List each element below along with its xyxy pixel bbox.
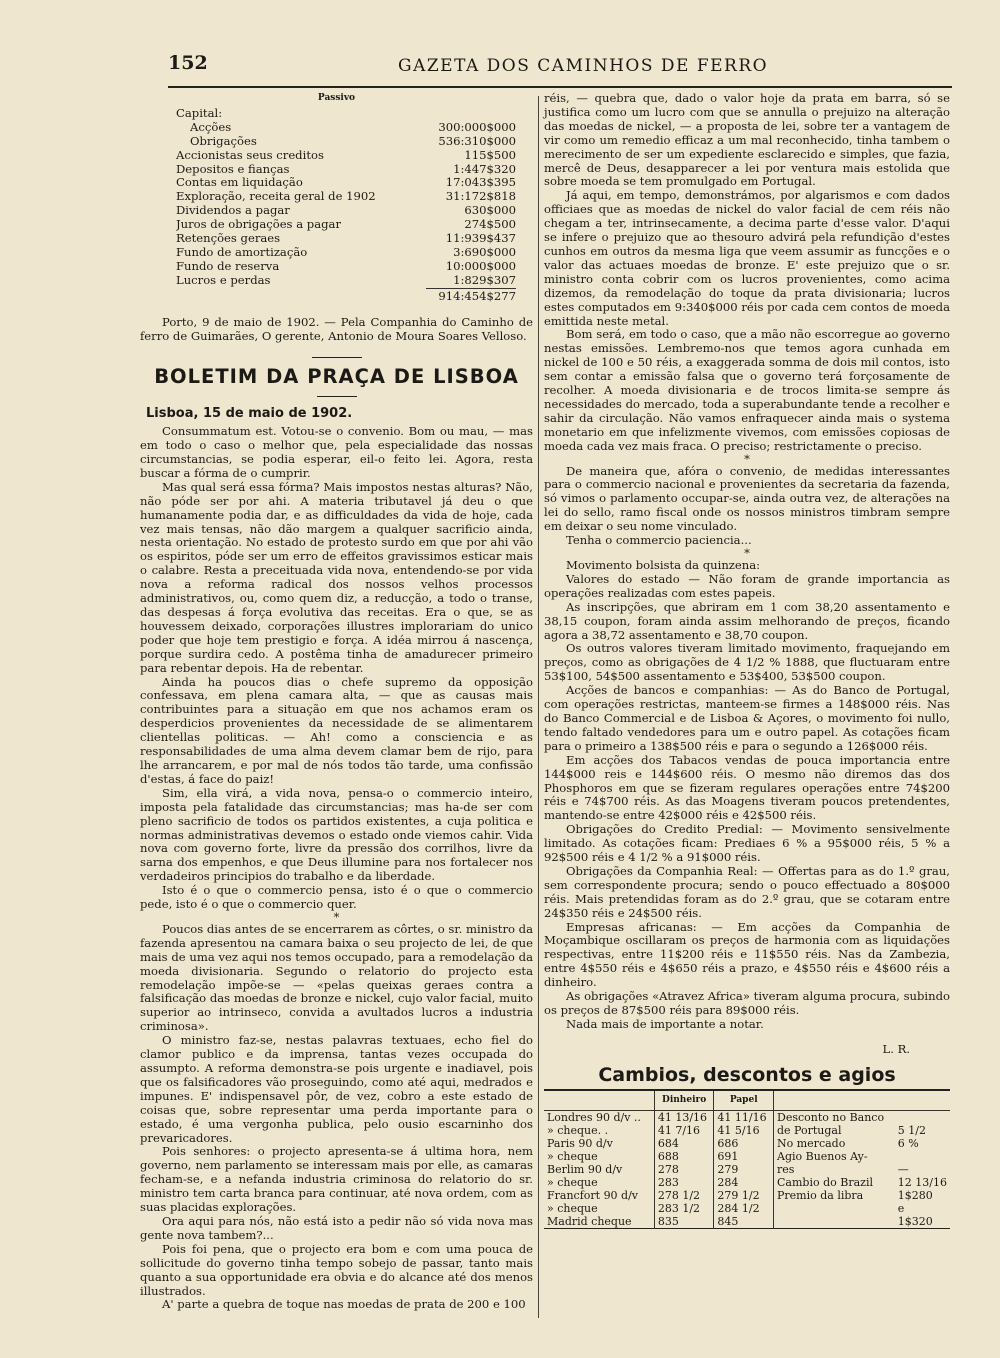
capital-label: Capital: — [176, 105, 223, 120]
cambios-papel: 41 5/16 — [714, 1124, 774, 1137]
asterism: * — [744, 546, 750, 560]
paragraph: Em acções dos Tabacos vendas de pouca importancia entre 144$000 reis e 144$600 réis. O mesmo não diremos das dos Phosphoros em que se fizeram regulares operações entre 74$200 réis e 74$700 réis. As das Moagens tiveram poucos pretendentes, mantendo-se entre 42$000 réis e 42$500 réis. — [544, 752, 950, 823]
left-column — [140, 92, 533, 1312]
balance-label: Lucros e perdas — [176, 273, 271, 287]
cambios-papel: 845 — [714, 1215, 774, 1229]
balance-table — [140, 121, 533, 288]
paragraph: Poucos dias antes de se encerrarem as côrtes, o sr. ministro da fazenda apresentou na camara baixa o seu projecto de lei, de que mais de uma vez aqui nos temos occupado, para a remodelação da moeda divisionaria. Segundo o relatorio do projecto esta remodelação impõe-se — «pelas queixas geraes contra a falsificação das moedas de bronze e nickel, cujo valor facial, muito superior ao intrinseco, convida a avultados lucros a industria criminosa». — [140, 921, 534, 1034]
cambios-desc: Premio da libra — [774, 1189, 895, 1202]
cambios-row — [544, 1202, 950, 1215]
paragraph: Valores do estado — Não foram de grande importancia as operações realizadas com estes papeis. — [544, 571, 950, 600]
paragraph: réis, — quebra que, dado o valor hoje da prata em barra, só se justifica como um lucro com que se annulla o prejuizo na alteração das moedas de nickel, — a proposta de lei, sobre ter a vantagem de vir como um remedio efficaz a um mal reconhecido, tinha tambem o merecimento de ser um expediente esclarecido e simples, que fazia, mercê de Deus, desapparecer a lei por ventura mais estolida que sobre moeda se tem promulgado em Portugal. — [544, 91, 950, 189]
cambios-desc: Desconto no Banco — [774, 1110, 895, 1124]
cambios-desc: de Portugal — [774, 1124, 895, 1137]
paragraph: Ainda ha poucos dias o chefe supremo da opposição confessava, em plena camara alta, — que as causas mais contribuintes para a situação em que nos achamos eram os desperdicios provenientes da necessidade de se alimentarem clientellas politicas. — Ah! como a consciencia e as responsabilidades de uma alma devem clamar bem de rijo, para lhe arrancarem, e por mal de nós todos tão tarde, uma confissão d'estas, á face do paiz! — [140, 674, 533, 786]
cambios-place: » cheque — [547, 1201, 598, 1215]
cambios-dinheiro: 41 13/16 — [654, 1110, 714, 1124]
cambios-desc: Cambio do Brazil — [774, 1176, 895, 1189]
cambios-desc-header — [774, 1090, 895, 1111]
paragraph: Acções de bancos e companhias: — As do Banco de Portugal, com operações restrictas, manteem-se firmes a 148$000 réis. Nas do Banco Commercial e de Lisboa & Açores, o movimento foi nullo, tendo faltado vendedores para um e outro papel. As cotações ficam para o primeiro a 138$500 réis e para o segundo a 126$000 réis. — [544, 683, 950, 753]
paragraph: Empresas africanas: — Em acções da Companhia de Moçambique oscillaram os preços de harmonia com as liquidações respectivas, entre 11$200 réis e 11$550 réis. Nas da Zambezia, entre 4$550 réis e 4$650 réis a prazo, e 4$550 réis e 4$600 réis a dinheiro. — [544, 919, 950, 990]
paragraph: Ora aqui para nós, não está isto a pedir não só vida nova mas gente nova tambem?... — [140, 1213, 533, 1242]
cambios-rate: 12 13/16 — [897, 1175, 947, 1189]
balance-label: Fundo de amortização — [176, 245, 308, 259]
cambios-papel: 686 — [714, 1137, 774, 1150]
boletim-dateline: Lisboa, 15 de maio de 1902. — [146, 406, 353, 422]
balance-value: 536:310$000 — [438, 133, 516, 148]
paragraph: Pois foi pena, que o projecto era bom e com uma pouca de sollicitude do governo tinha tempo sobejo de passar, tanto mais quanto a sua opportunidade era obvia e do alcance até dos menos illustrados. — [140, 1241, 533, 1298]
page-number: 152 — [168, 52, 208, 74]
cambios-title: Cambios, descontos e agios — [598, 1063, 896, 1086]
balance-row — [176, 246, 516, 260]
cambios-dinheiro: 278 — [654, 1163, 714, 1176]
column-divider — [538, 96, 539, 1318]
balance-label: Fundo de reserva — [176, 259, 280, 273]
boletim-title: BOLETIM DA PRAÇA DE LISBOA — [154, 365, 519, 389]
cambios-place: Londres 90 d/v .. — [547, 1110, 641, 1124]
cambios-place: » cheque. . — [547, 1123, 609, 1137]
balance-value: 1:829$307 — [453, 272, 516, 287]
balance-value: 17:043$395 — [445, 175, 516, 190]
balance-row — [176, 232, 516, 246]
cambios-rate: e — [897, 1201, 905, 1215]
paragraph: O ministro faz-se, nestas palavras textuaes, echo fiel do clamor publico e da imprensa, tantas vezes occupada do assumpto. A reforma demonstra-se pois urgente e inadiavel, pois que os falsificadores vão proseguindo, como até aqui, medrados e impunes. E' indispensavel pôr, de vez, cobro a este estado de coisas que, sobre representar uma perda importante para o estado, é uma vergonha publica, pelo ousio escarninho dos prevaricadores. — [140, 1033, 533, 1145]
cambios-row — [544, 1150, 950, 1163]
cambios-rate: 6 % — [897, 1136, 919, 1150]
paragraph: As inscripções, que abriram em 1 com 38,20 assentamento e 38,15 coupon, foram ainda assim melhorando de preços, ficando agora a 38,72 assentamento e 38,70 coupon. — [544, 599, 950, 642]
balance-label: Retenções geraes — [176, 232, 281, 246]
boletim-left-text — [140, 425, 533, 1312]
cambios-place: Francfort 90 d/v — [547, 1188, 639, 1202]
balance-row — [176, 176, 516, 190]
balance-label: Acções — [190, 120, 232, 134]
paragraph: Já aqui, em tempo, demonstrámos, por algarismos e com dados officiaes que as moedas de nickel do valor facial de cem réis não chegam a ter, intrinsecamente, a decima parte d'esse valor. D'aqui se infere o prejuizo que ao thesouro advirá pela refundição d'estes cunhos em outros da mesma liga que veem assumir as funcções e o valor das actuaes moedas de bronze. E' este prejuizo que o sr. ministro conta cobrir com os lucros provenientes, como acima dizemos, da remodelação do toque da prata divisionaria; lucros estes computados em 9:340$000 réis por cada cem contos de moeda emittida neste metal. — [544, 188, 950, 328]
cambios-place: Berlim 90 d/v — [547, 1162, 623, 1176]
cambios-table — [544, 1089, 950, 1229]
cambios-row — [544, 1163, 950, 1176]
cambios-row — [544, 1189, 950, 1202]
paragraph: Pois senhores: o projecto apresenta-se á ultima hora, nem governo, nem parlamento se interessam mais por elle, as camaras fecham-se, e a nefanda industria criminosa do relatorio do sr. ministro tem carta branca para continuar, até nova ordem, com as suas placidas explorações. — [140, 1144, 533, 1215]
paragraph: Bom será, em todo o caso, que a mão não escorregue ao governo nestas emissões. Lembremo-nos que temos agora cunhada em nickel de 100 e 50 réis, a exaggerada somma de dois mil contos, isto sem contar a emissão falsa que o governo terá forçosamente de recolher. A moeda divisionaria e de trocos limita-se sempre ás necessidades do mercado, toda a superabundante tende a recolher e sahir da circulação. Não vamos enfraquecer ainda mais o systema monetario em que infelizmente vivemos, com emissões copiosas de moeda cada vez mais fraca. O preciso; restrictamente o preciso. — [544, 327, 950, 453]
paragraph: Os outros valores tiveram limitado movimento, fraquejando em preços, como as obrigações de 4 1/2 % 1888, que fluctuaram entre 53$100, 54$500 assentamento e 53$400, 53$500 coupon. — [544, 641, 950, 684]
balance-row — [176, 149, 516, 163]
cambios-rate: 1$320 — [897, 1214, 933, 1228]
balance-label: Dividendos a pagar — [176, 204, 290, 218]
balance-value: 10:000$000 — [445, 258, 516, 273]
section-rule — [312, 357, 362, 358]
cambios-papel: 41 11/16 — [714, 1110, 774, 1124]
cambios-desc — [774, 1215, 895, 1229]
balance-heading: Passivo — [317, 93, 356, 103]
balance-value: 630$000 — [464, 203, 516, 218]
cambios-dinheiro: 835 — [654, 1215, 714, 1229]
cambios-dinheiro-header: Dinheiro — [654, 1090, 714, 1111]
section-rule-small — [317, 396, 357, 397]
boletim-right-text — [544, 92, 950, 1032]
paragraph: Movimento bolsista da quinzena: — [566, 558, 761, 572]
paragraph: Mas qual será essa fórma? Mais impostos nestas alturas? Não, não póde ser por ahi. A materia tributavel já deu o que humanamente podia dar, e as difficuldades da vida de hoje, cada vez mais tensas, não dão margem a qualquer sacrificio ainda, nesta orientação. No estado de protesto surdo em que por ahi vão os espiritos, póde ser um erro de effeitos gravissimos esticar mais o calabre. Resta a preceituada vida nova, entendendo-se por vida nova a reforma radical dos nossos velhos processos administrativos, ou, como quem diz, a reducção, a todo o transe, das despesas á força evolutiva das receitas. Era o que, se as houvessem deixado, corporações illustres implorariam do unico poder que hoje tem prestigio e força. A idéa mirrou á nascença, porque surdira cedo. A postêma tinha de amadurecer primeiro para rebentar depois. Ha de rebentar. — [140, 479, 533, 675]
balance-label: Accionistas seus creditos — [176, 148, 324, 162]
cambios-row — [544, 1215, 950, 1229]
balance-row — [176, 204, 516, 218]
cambios-dinheiro: 684 — [654, 1137, 714, 1150]
paragraph: Isto é o que o commercio pensa, isto é o que o commercio pede, isto é o que o commercio quer. — [140, 883, 533, 912]
paragraph: Tenha o commercio paciencia... — [566, 533, 752, 548]
cambios-rate: — — [897, 1162, 909, 1176]
cambios-body — [544, 1110, 950, 1228]
paragraph: Obrigações da Companhia Real: — Offertas para as do 1.º grau, sem correspondente procura; sendo o pouco effectuado a 80$000 réis. Mais pretendidas foram as do 2.º grau, que se cotaram entre 24$350 réis e 24$500 réis. — [544, 863, 950, 920]
cambios-desc: Agio Buenos Ay- — [774, 1150, 895, 1163]
cambios-dinheiro: 41 7/16 — [654, 1124, 714, 1137]
balance-value: 31:172$818 — [445, 189, 516, 204]
cambios-rate — [895, 1110, 950, 1124]
right-column — [544, 92, 950, 1229]
balance-row — [176, 163, 516, 177]
cambios-dinheiro: 688 — [654, 1150, 714, 1163]
cambios-place: » cheque — [547, 1149, 598, 1163]
balance-row — [176, 218, 516, 232]
paragraph: Obrigações do Credito Predial: — Movimento sensivelmente limitado. As cotações ficam: Prediaes 6 % a 95$000 réis, 5 % a 92$500 réis e 4 1/2 % a 91$000 réis. — [544, 822, 950, 865]
asterism: * — [333, 909, 340, 924]
cambios-papel-header: Papel — [714, 1090, 774, 1111]
balance-signature: Porto, 9 de maio de 1902. — Pela Companhia do Caminho de ferro de Guimarães, O gerente, Antonio de Moura Soares Velloso. — [140, 314, 533, 343]
balance-row — [176, 274, 516, 288]
cambios-rate — [895, 1150, 950, 1163]
cambios-papel: 284 — [714, 1176, 774, 1189]
balance-row — [176, 190, 516, 204]
journal-title: GAZETA DOS CAMINHOS DE FERRO — [398, 56, 769, 76]
paragraph: De maneira que, afóra o convenio, de medidas interessantes para o commercio nacional e provenientes da secretaria da fazenda, só vimos o parlamento occupar-se, ainda outra vez, de alterações na lei do sello, ramo fiscal onde os nossos ministros timbram sempre em deixar o seu nome vinculado. — [544, 463, 950, 534]
balance-value: 300:000$000 — [438, 119, 516, 134]
cambios-desc — [774, 1202, 895, 1215]
cambios-rate: 5 1/2 — [897, 1123, 926, 1137]
cambios-desc: res — [774, 1163, 895, 1176]
cambios-row — [544, 1124, 950, 1137]
cambios-dinheiro: 278 1/2 — [654, 1189, 714, 1202]
balance-total: 914:454$277 — [426, 288, 516, 304]
asterism: * — [744, 451, 750, 466]
balance-label: Depositos e fianças — [176, 162, 290, 176]
paragraph: Sim, ella virá, a vida nova, pensa-o o commercio inteiro, imposta pela fatalidade das circumstancias; mas ha-de ser com pleno sacrificio de todos os partidos existentes, a cuja politica e normas administrativas devemos o estado onde viemos cahir. Vida nova com governo forte, livre da pressão dos corrilhos, livre da sarna dos empenhos, e que Deus illumine para nos fortalecer nos verdadeiros principios do trabalho e da liberdade. — [140, 785, 533, 884]
balance-value: 115$500 — [464, 147, 516, 162]
balance-row — [190, 135, 516, 149]
cambios-rate-header — [895, 1090, 950, 1111]
balance-value: 11:939$437 — [445, 231, 516, 246]
balance-value: 1:447$320 — [453, 161, 516, 176]
paragraph: Nada mais de importante a notar. — [566, 1016, 764, 1031]
paragraph: Consummatum est. Votou-se o convenio. Bom ou mau, — mas em todo o caso o melhor que, pela especialidade das nossas circumstancias, se podia esperar, eil-o feito lei. Agora, resta buscar a fórma de o cumprir. — [140, 424, 533, 480]
cambios-papel: 284 1/2 — [714, 1202, 774, 1215]
cambios-rate: 1$280 — [897, 1188, 933, 1202]
cambios-desc: No mercado — [774, 1137, 895, 1150]
paragraph: A' parte a quebra de toque nas moedas de prata de 200 e 100 — [162, 1297, 526, 1312]
cambios-row — [544, 1176, 950, 1189]
cambios-place-header — [544, 1090, 654, 1111]
page-header — [168, 52, 952, 88]
cambios-papel: 279 — [714, 1163, 774, 1176]
cambios-papel: 279 1/2 — [714, 1189, 774, 1202]
cambios-row — [544, 1137, 950, 1150]
balance-label: Contas em liquidação — [176, 176, 303, 190]
balance-row — [190, 121, 516, 135]
balance-label: Obrigações — [190, 134, 257, 148]
cambios-place: Paris 90 d/v — [547, 1136, 613, 1150]
balance-label: Juros de obrigações a pagar — [176, 218, 342, 232]
balance-value: 274$500 — [464, 217, 516, 232]
cambios-dinheiro: 283 1/2 — [654, 1202, 714, 1215]
cambios-row — [544, 1110, 950, 1124]
boletim-signature: L. R. — [882, 1042, 910, 1057]
balance-label: Exploração, receita geral de 1902 — [176, 190, 376, 204]
paragraph: As obrigações «Atravez Africa» tiveram alguma procura, subindo os preços de 87$500 réis para 89$000 réis. — [544, 989, 950, 1017]
cambios-place: » cheque — [547, 1175, 598, 1189]
cambios-place: Madrid cheque — [547, 1214, 632, 1228]
cambios-dinheiro: 283 — [654, 1176, 714, 1189]
cambios-papel: 691 — [714, 1150, 774, 1163]
balance-row — [176, 260, 516, 274]
balance-value: 3:690$000 — [453, 244, 516, 259]
